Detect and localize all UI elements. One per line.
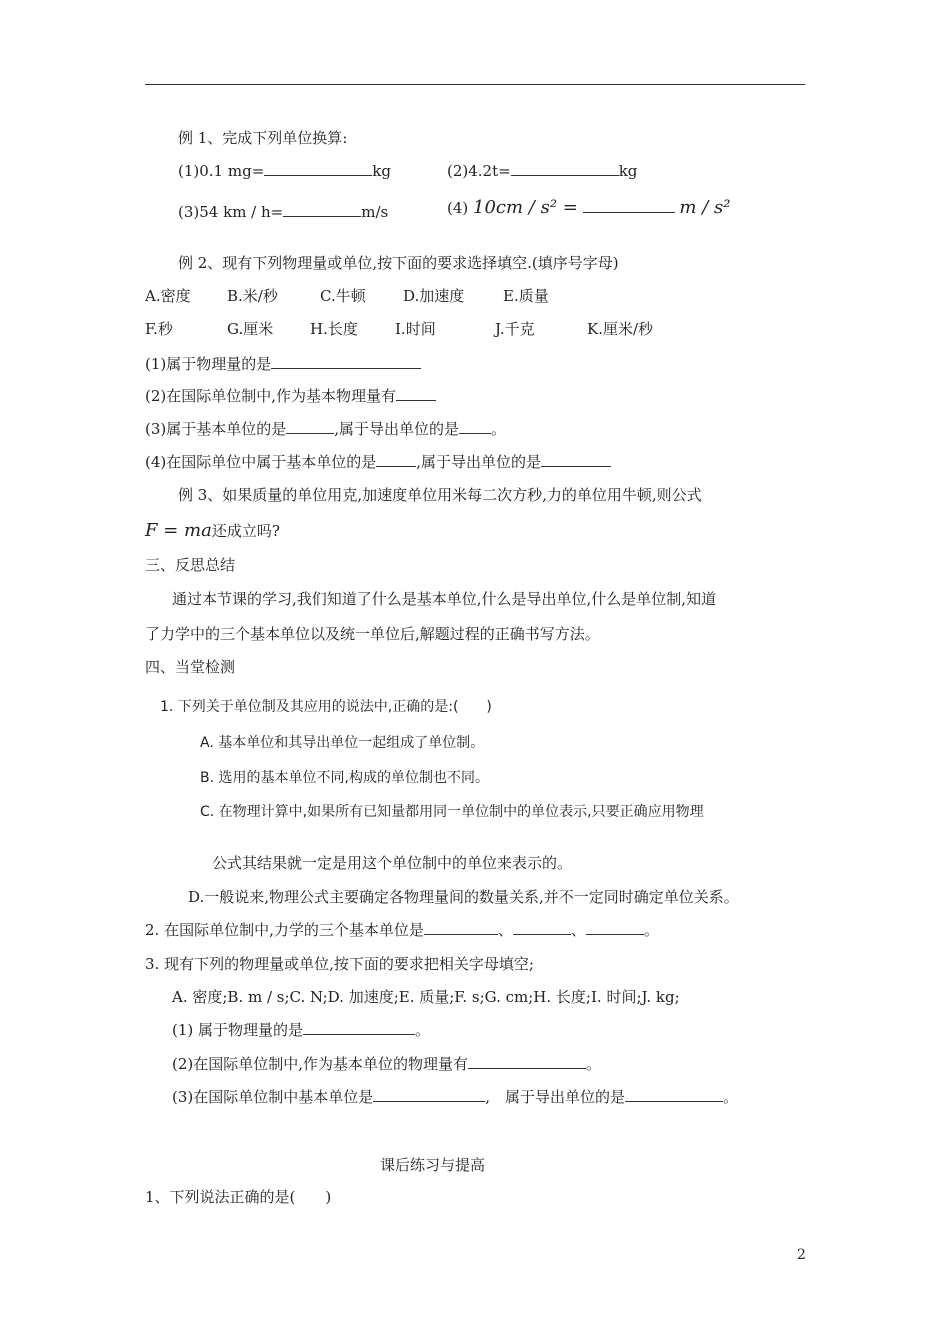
section3-p2: 了力学中的三个基本单位以及统一单位后,解题过程的正确书写方法。 <box>145 625 600 643</box>
s4-q1: 1. 下列关于单位制及其应用的说法中,正确的是:( ) <box>160 699 492 715</box>
s4-q3-1: (1) 属于物理量的是 。 <box>172 1021 431 1039</box>
ex2-q2: (2)在国际单位制中,作为基本物理量有 <box>145 386 436 406</box>
s4-q3-options: A. 密度;B. m / s;C. N;D. 加速度;E. 质量;F. s;G. cm;H. 长度;I. 时间;J. kg; <box>172 988 680 1006</box>
s4-q1-b: B. 选用的基本单位不同,构成的单位制也不同。 <box>200 770 489 786</box>
page-number: 2 <box>797 1247 806 1263</box>
ex3-text: 例 3、如果质量的单位用克,加速度单位用米每二次方秒,力的单位用牛顿,则公式 <box>178 486 702 504</box>
ex2-q3: (3)属于基本单位的是 ,属于导出单位的是 。 <box>145 420 507 438</box>
s4-q1-c2: 公式其结果就一定是用这个单位制中的单位来表示的。 <box>212 854 573 872</box>
header-rule <box>145 84 805 85</box>
ex1-q2: (2)4.2t= kg <box>447 162 638 180</box>
ex1-q1: (1)0.1 mg= kg <box>178 162 391 180</box>
section4-heading: 四、当堂检测 <box>145 658 236 676</box>
s4-q1-d: D.一般说来,物理公式主要确定各物理量间的数量关系,并不一定同时确定单位关系。 <box>188 888 739 906</box>
s4-q1-a: A. 基本单位和其导出单位一起组成了单位制。 <box>200 735 485 751</box>
s4-q3: 3. 现有下列的物理量或单位,按下面的要求把相关字母填空; <box>145 955 534 973</box>
section3-p1: 通过本节课的学习,我们知道了什么是基本单位,什么是导出单位,什么是单位制,知道 <box>172 590 717 608</box>
ex1-q4: (4) 10cm / s² = m / s² <box>447 197 731 218</box>
after-heading: 课后练习与提高 <box>380 1156 486 1174</box>
ex2-title: 例 2、现有下列物理量或单位,按下面的要求选择填空.(填序号字母) <box>178 254 619 272</box>
ex3-formula-line: F = ma还成立吗? <box>145 520 280 541</box>
formula-f-ma: F = ma <box>145 520 212 541</box>
after-q1: 1、下列说法正确的是( ) <box>145 1188 332 1206</box>
ex1-title: 例 1、完成下列单位换算: <box>178 129 348 147</box>
s4-q3-2: (2)在国际单位制中,作为基本单位的物理量有 。 <box>172 1055 602 1073</box>
s4-q2: 2. 在国际单位制中,力学的三个基本单位是 、 、 。 <box>145 921 659 939</box>
ex2-q1: (1)属于物理量的是 <box>145 354 421 374</box>
formula-lhs: 10cm / s² = <box>473 197 578 218</box>
ex2-q4: (4)在国际单位中属于基本单位的是 ,属于导出单位的是 <box>145 452 611 472</box>
section3-heading: 三、反思总结 <box>145 556 236 574</box>
ex1-q3: (3)54 km / h= m/s <box>178 203 389 221</box>
formula-unit: m / s² <box>679 197 731 218</box>
s4-q1-c: C. 在物理计算中,如果所有已知量都用同一单位制中的单位表示,只要正确应用物理 <box>200 804 704 820</box>
s4-q3-3: (3)在国际单位制中基本单位是 , 属于导出单位的是 。 <box>172 1088 739 1106</box>
